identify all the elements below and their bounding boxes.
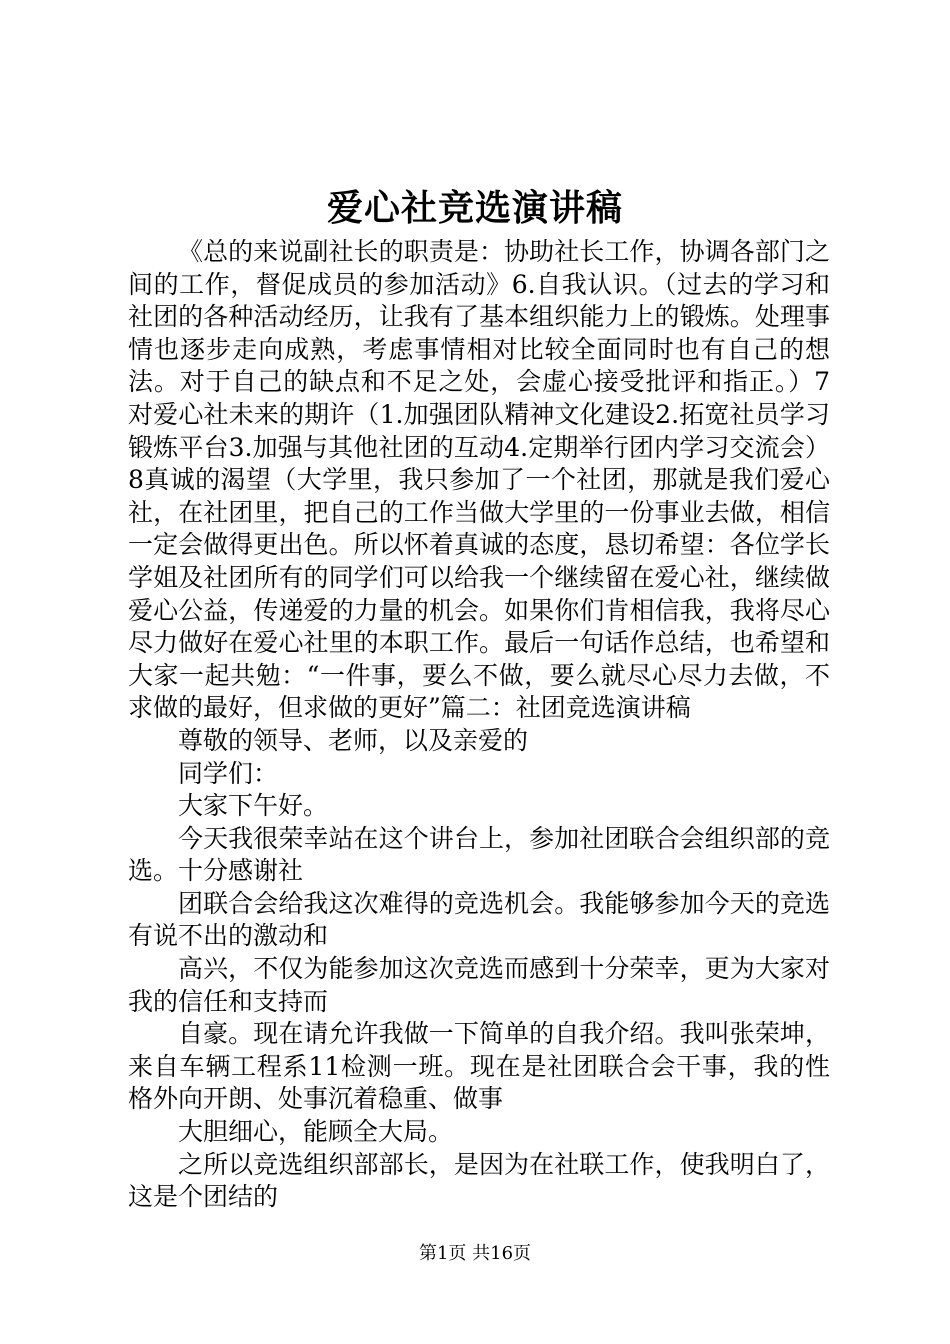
paragraph-4: 大家下午好。 [178, 791, 329, 821]
paragraph-3: 同学们： [178, 758, 279, 788]
paragraph-10: 之所以竞选组织部部长，是因为在社联工作，使我明白了，这是个团结的 [128, 1149, 830, 1212]
paragraph-9: 大胆细心，能顾全大局。 [178, 1117, 454, 1147]
page-number-footer: 第1页 共16页 [418, 1243, 532, 1264]
paragraph-2: 尊敬的领导、老师，以及亲爱的 [178, 725, 529, 755]
document-body [128, 236, 830, 1214]
paragraph-8: 自豪。现在请允许我做一下简单的自我介绍。我叫张荣坤，来自车辆工程系11检测一班。现在是社团联合会干事，我的性格外向开朗、处事沉着稳重、做事 [128, 1019, 830, 1114]
document-title: 爱心社竞选演讲稿 [326, 187, 623, 229]
paragraph-6: 团联合会给我这次难得的竞选机会。我能够参加今天的竞选有说不出的激动和 [128, 888, 830, 951]
paragraph-5: 今天我很荣幸站在这个讲台上，参加社团联合会组织部的竞选。十分感谢社 [128, 823, 830, 886]
paragraph-7: 高兴，不仅为能参加这次竞选而感到十分荣幸，更为大家对我的信任和支持而 [128, 954, 830, 1016]
paragraph-1: 《总的来说副社长的职责是：协助社长工作，协调各部门之间的工作，督促成员的参加活动》6.自我认识。（过去的学习和社团的各种活动经历，让我有了基本组织能力上的锻炼。处理事情也逐步走向成熟，考虑事情相对比较全面同时也有自己的想法。对于自己的缺点和不足之处，会虚心接受批评和指正。）7对爱心社未来的期许（1.加强团队精神文化建设2.拓宽社员学习锻炼平台3.加强与其他社团的互动4.定期举行团内学习交流会）8真诚的渴望（大学里，我只参加了一个社团，那就是我们爱心社，在社团里，把自己的工作当做大学里的一份事业去做，相信一定会做得更出色。所以怀着真诚的态度，恳切希望：各位学长学姐及社团所有的同学们可以给我一个继续留在爱心社，继续做爱心公益，传递爱的力量的机会。如果你们肯相信我，我将尽心尽力做好在爱心社里的本职工作。最后一句话作总结，也希望和大家一起共勉：“一件事，要么不做，要么就尽心尽力去做，不求做的最好，但求做的更好”篇二：社团竞选演讲稿 [128, 237, 830, 723]
